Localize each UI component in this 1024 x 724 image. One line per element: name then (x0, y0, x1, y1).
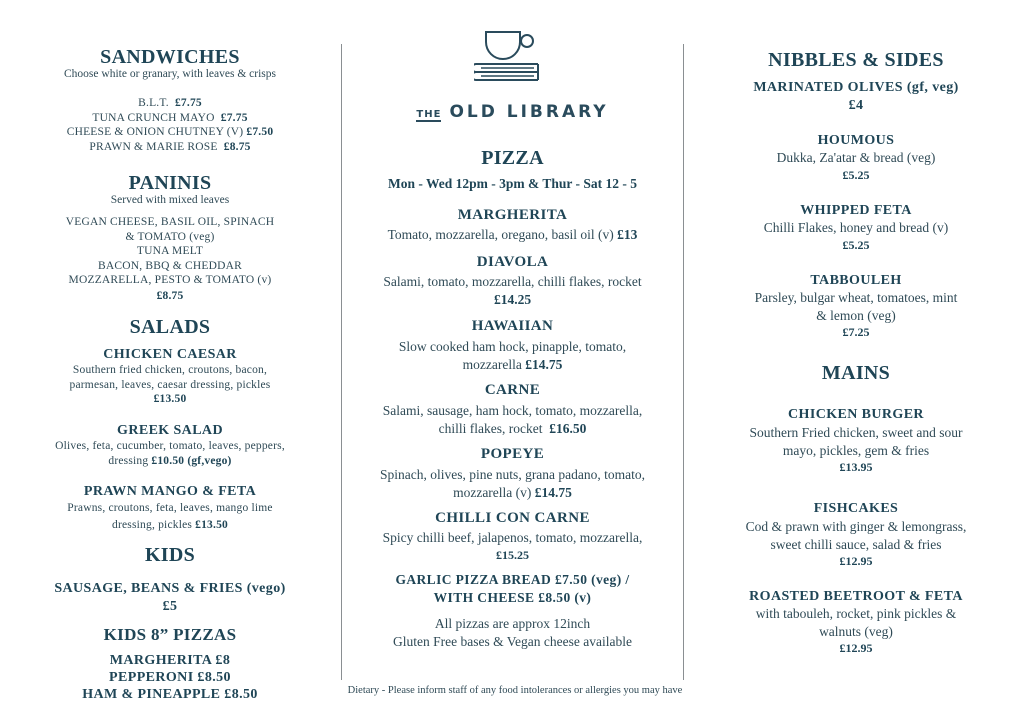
menu-item: CHEESE & ONION CHUTNEY (V) £7.50 (66, 126, 274, 139)
section-title-salads: SALADS (129, 316, 211, 338)
item-price: £4 (848, 98, 864, 113)
item-name: FISHCAKES (813, 501, 899, 516)
item-desc: Southern Fried chicken, sweet and sour mayo, pickles, gem & fries £13.95 (749, 425, 963, 474)
menu-item: PRAWN & MARIE ROSE £8.75 (89, 140, 251, 153)
item-name: MARGHERITA (457, 207, 568, 223)
item-desc: Salami, sausage, ham hock, tomato, mozzarella, chilli flakes, rocket £16.50 (382, 403, 643, 436)
item-desc: Salami, tomato, mozzarella, chilli flakes, rocket £14.25 (383, 274, 642, 307)
item-name: HOUMOUS (817, 133, 895, 148)
item-name: MARINATED OLIVES (gf, veg) (753, 80, 959, 95)
item-name: HAWAIIAN (471, 318, 554, 334)
menu-item: BACON, BBQ & CHEDDAR (98, 259, 242, 272)
paninis-subtitle: Served with mixed leaves (110, 194, 230, 206)
brand-the: THE (416, 109, 442, 120)
item-name: WHIPPED FETA (800, 203, 912, 218)
paninis-list (30, 215, 310, 304)
item-desc: with tabouleh, rocket, pink pickles & walnuts (veg) £12.95 (755, 606, 957, 655)
garlic-bread: GARLIC PIZZA BREAD £7.50 (veg) / WITH CHEESE £8.50 (v) (395, 572, 630, 605)
item-desc: Prawns, croutons, feta, leaves, mango lime dressing, pickles £13.50 (67, 502, 273, 531)
teacup-on-books-icon (474, 30, 546, 86)
section-title-nibbles: NIBBLES & SIDES (768, 49, 944, 71)
dietary-notice: Dietary - Please inform staff of any food intolerances or allergies you may have (347, 685, 683, 696)
item-name: GREEK SALAD (117, 423, 223, 438)
item-name: POPEYE (480, 446, 545, 462)
left-column (30, 0, 310, 724)
item-desc: Slow cooked ham hock, pinapple, tomato, mozzarella £14.75 (398, 339, 627, 372)
section-title-paninis: PANINIS (128, 172, 212, 194)
right-column (716, 0, 996, 724)
item-name: CHILLI CON CARNE (435, 510, 590, 526)
menu-item: B.L.T. £7.75 (138, 97, 202, 109)
item-name: TABBOULEH (810, 273, 902, 288)
center-column (342, 0, 683, 724)
menu-item: TUNA MELT (136, 245, 204, 258)
menu-item: MARGHERITA £8 (109, 653, 231, 668)
menu-item: TUNA CRUNCH MAYO £7.75 (92, 111, 248, 124)
pizza-notes: All pizzas are approx 12inch Gluten Free bases & Vegan cheese available (393, 616, 632, 649)
item-name: CHICKEN BURGER (788, 407, 924, 422)
item-name: DIAVOLA (476, 254, 549, 270)
item-desc: Southern fried chicken, croutons, bacon, parmesan, leaves, caesar dressing, pickles £13.50 (69, 364, 271, 406)
kids-pizza-list (30, 652, 310, 703)
item-desc: Cod & prawn with ginger & lemongrass, sweet chilli sauce, salad & fries £12.95 (745, 519, 967, 568)
item-desc: Parsley, bulgar wheat, tomatoes, mint & lemon (veg) £7.25 (754, 290, 958, 339)
item-name: ROASTED BEETROOT & FETA (749, 589, 963, 604)
section-title-kids: KIDS (144, 544, 196, 566)
sandwiches-list (30, 96, 310, 154)
column-divider-right (683, 44, 684, 680)
item-name: CARNE (484, 382, 541, 398)
pizza-hours: Mon - Wed 12pm - 3pm & Thur - Sat 12 - 5 (387, 176, 638, 191)
item-desc: Olives, feta, cucumber, tomato, leaves, peppers, dressing £10.50 (gf,vego) (55, 440, 285, 467)
brand-name: OLD LIBRARY (449, 102, 609, 122)
menu-item: PEPPERONI £8.50 (109, 670, 231, 685)
item-desc: Dukka, Za'atar & bread (veg) £5.25 (776, 150, 936, 182)
section-title-sandwiches: SANDWICHES (100, 46, 240, 68)
item-desc: Chilli Flakes, honey and bread (v) £5.25 (763, 220, 949, 252)
item-desc: Spinach, olives, pine nuts, grana padano, tomato, mozzarella (v) £14.75 (379, 467, 646, 500)
item-name: CHICKEN CAESAR (103, 347, 237, 362)
menu-item: & TOMATO (veg) (125, 230, 215, 243)
item-price: £5 (162, 599, 178, 614)
item-name: PRAWN MANGO & FETA (83, 484, 257, 499)
item-desc: Spicy chilli beef, jalapenos, tomato, mozzarella, £15.25 (382, 530, 643, 562)
menu-item: VEGAN CHEESE, BASIL OIL, SPINACH (65, 216, 275, 228)
menu-item: MOZZARELLA, PESTO & TOMATO (v) (68, 274, 272, 287)
item-name: SAUSAGE, BEANS & FRIES (vego) (54, 581, 286, 596)
sandwiches-subtitle: Choose white or granary, with leaves & crisps (64, 68, 276, 80)
menu-item: HAM & PINEAPPLE £8.50 (82, 687, 258, 702)
brand-logo (342, 102, 683, 122)
section-title-kids-pizzas: KIDS 8” PIZZAS (103, 625, 237, 644)
paninis-price: £8.75 (156, 289, 184, 302)
item-desc: Tomato, mozzarella, oregano, basil oil (v) £13 (387, 227, 638, 242)
section-title-mains: MAINS (821, 362, 891, 384)
section-title-pizza: PIZZA (481, 147, 544, 169)
